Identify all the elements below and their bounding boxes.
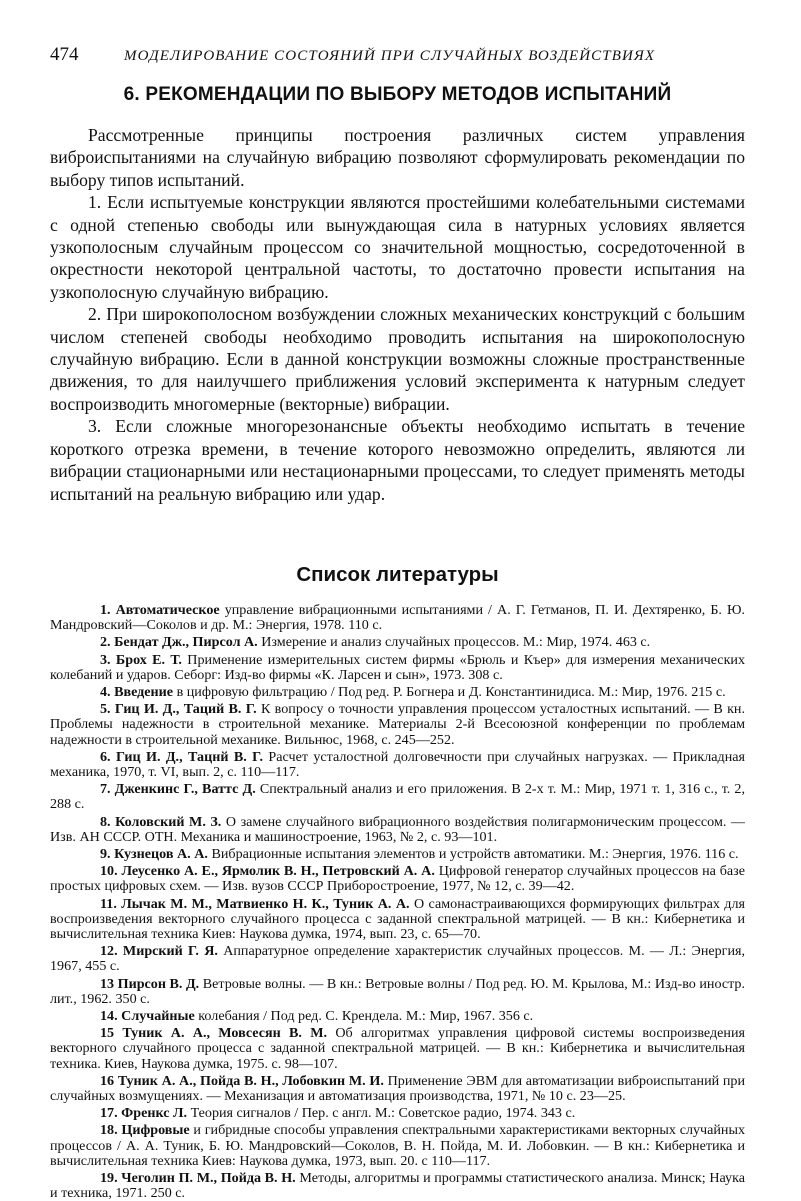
reference-lead: 12. Мирский Г. Я. bbox=[100, 943, 218, 960]
reference-item bbox=[50, 782, 745, 812]
reference-lead: 1. Автоматическое bbox=[100, 601, 220, 618]
reference-text: Вибрационные испытания элементов и устройств автоматики. М.: Энергия, 1976. 116 с. bbox=[207, 845, 739, 862]
paragraph-recommendation-3: 3. Если сложные многорезонансные объекты необходимо испытать в течение короткого отрезка времени, в течение которого невозможно определить, являются ли вибрации стационарными или нестационарными процессами, то следует применять методы испытаний на реальную вибрацию или удар. bbox=[50, 416, 745, 504]
paragraph-intro: Рассмотренные принципы построения различных систем управления виброиспытаниями на случайную вибрацию позволяют сформулировать рекомендации по выбору типов испытаний. bbox=[50, 125, 745, 190]
reference-lead: 13 Пирсон В. Д. bbox=[100, 975, 200, 992]
reference-text: Цифровой генератор случайных процессов на базе простых цифровых схем. — Изв. вузов СССР Приборостроение, 1977, № 12, с. 39—42. bbox=[50, 863, 745, 895]
reference-item bbox=[50, 603, 745, 633]
reference-lead: 18. Цифровые bbox=[100, 1122, 190, 1139]
reference-lead: 8. Коловский М. З. bbox=[100, 813, 222, 830]
page-number: 474 bbox=[50, 44, 79, 65]
section-title: 6. РЕКОМЕНДАЦИИ ПО ВЫБОРУ МЕТОДОВ ИСПЫТАНИЙ bbox=[123, 84, 672, 105]
reference-lead: 11. Лычак М. М., Матвиенко Н. К., Туник А. А. bbox=[100, 895, 410, 912]
reference-lead: 7. Дженкинс Г., Ваттс Д. bbox=[100, 781, 256, 798]
reference-text: Применение измерительных систем фирмы «Брюль и Къер» для измерения механических колебаний и ударов. Себорг: Изд-во фирмы «К. Ларсен и сын», 1973. 308 с. bbox=[50, 651, 745, 683]
reference-item bbox=[50, 1171, 745, 1201]
reference-item bbox=[50, 702, 745, 748]
reference-text: Измерение и анализ случайных процессов. М.: Мир, 1974. 463 с. bbox=[257, 634, 651, 651]
reference-lead: 17. Френкс Л. bbox=[100, 1105, 188, 1122]
reference-item bbox=[50, 635, 745, 650]
reference-text: Расчет усталостной долговечности при случайных нагрузках. — Прикладная механика, 1970, т. VI, вып. 2, с. 110—117. bbox=[50, 748, 745, 780]
reference-item bbox=[50, 815, 745, 845]
reference-lead: 4. Введение bbox=[100, 683, 174, 700]
running-header bbox=[50, 44, 745, 66]
reference-text: Спектральный анализ и его приложения. В 2-х т. М.: Мир, 1971 т. 1, 316 с., т. 2, 288 с. bbox=[50, 781, 745, 813]
reference-lead: 19. Чеголин П. М., Пойда В. Н. bbox=[100, 1170, 296, 1187]
reference-lead: 2. Бендат Дж., Пирсол А. bbox=[100, 634, 258, 651]
reference-text: и гибридные способы управления спектральными характеристиками векторных случайных процессов / А. А. Туник, Б. Ю. Мандровский—Соколов, В. Н. Пойда, М. И. Лобовкин. — В кн.: Кибернетика и вычислительная техника Киев: Наукова думка, 1973, вып. 20. с 110—117. bbox=[50, 1122, 745, 1169]
reference-item bbox=[50, 977, 745, 1007]
reference-text: Ветровые волны. — В кн.: Ветровые волны / Под ред. Ю. М. Крылова, М.: Изд-во иностр. лит., 1962. 350 с. bbox=[50, 975, 745, 1007]
reference-item bbox=[50, 1106, 745, 1121]
reference-text: управление вибрационными испытаниями / А. Г. Гетманов, П. И. Дехтяренко, Б. Ю. Мандровский—Соколов и др. М.: Энергия, 1978. 110 с. bbox=[50, 601, 745, 634]
reference-lead: 10. Леусенко А. Е., Ярмолик В. Н., Петровский А. А. bbox=[100, 863, 435, 880]
reference-lead: 9. Кузнецов А. А. bbox=[100, 845, 208, 862]
paragraph-recommendation-1: 1. Если испытуемые конструкции являются простейшими колебательными системами с одной степенью свободы или вынуждающая сила в натурных условиях является узкополосным случайным процессом со значительной мощностью, сосредоточенной в окрестности некоторой центральной частоты, то достаточно провести испытания на узкополосную случайную вибрацию. bbox=[50, 192, 745, 302]
reference-item bbox=[50, 1009, 745, 1024]
reference-item bbox=[50, 944, 745, 974]
reference-item bbox=[50, 653, 745, 683]
reference-item bbox=[50, 864, 745, 894]
reference-text: О замене случайного вибрационного воздействия полигармоническим процессом. — Изв. АН СССР. ОТН. Механика и машиностроение, 1963, № 2, с. 93—101. bbox=[50, 813, 746, 845]
reference-item bbox=[50, 1123, 745, 1169]
references-title: Список литературы bbox=[296, 562, 499, 586]
reference-text: колебания / Под ред. С. Крендела. М.: Мир, 1967. 356 с. bbox=[194, 1007, 534, 1024]
reference-item bbox=[50, 750, 745, 780]
reference-item bbox=[50, 847, 745, 862]
references-list bbox=[50, 603, 745, 1201]
reference-lead: 5. Гиц И. Д., Таций В. Г. bbox=[100, 701, 257, 718]
reference-text: О самонастраивающихся формирующих фильтрах для воспроизведения векторного случайного процесса с заданной спектральной матрицей. — В кн.: Кибернетика и вычислительная техника Киев: Наукова думка, 1974, вып. 23, с. 65—70. bbox=[50, 895, 745, 942]
reference-text: Теория сигналов / Пер. с англ. М.: Советское радио, 1974. 343 с. bbox=[187, 1105, 576, 1122]
reference-lead: 14. Случайные bbox=[100, 1007, 195, 1024]
reference-text: Методы, алгоритмы и программы статистического анализа. Минск; Наука и техника, 1971. 250 с. bbox=[50, 1170, 745, 1201]
reference-lead: 3. Брох Е. Т. bbox=[100, 651, 182, 668]
reference-text: Применение ЭВМ для автоматизации виброиспытаний при случайных возмущениях. — Механизация и автоматизация производства, 1971, № 10 с. 23—25. bbox=[50, 1072, 745, 1104]
reference-item bbox=[50, 685, 745, 700]
reference-lead: 15 Туник А. А., Мовсесян В. М. bbox=[100, 1025, 328, 1042]
reference-lead: 16 Туник А. А., Пойда В. Н., Лобовкин М. И. bbox=[100, 1072, 384, 1089]
reference-text: в цифровую фильтрацию / Под ред. Р. Богнера и Д. Константинидиса. М.: Мир, 1976. 215 с. bbox=[173, 683, 726, 700]
reference-text: Аппаратурное определение характеристик случайных процессов. М. — Л.: Энергия, 1967, 455 с. bbox=[50, 943, 745, 975]
reference-text: Об алгоритмах управления цифровой системы воспроизведения векторного случайного процесса с заданной спектральной матрицей. — В кн.: Кибернетика и вычислительная техника. Киев, Наукова думка, 1975. с. 98—107. bbox=[50, 1025, 745, 1072]
reference-text: К вопросу о точности управления процессом усталостных испытаний. — В кн. Проблемы надежности в строительной механике. Материалы 2-й Всесоюзной конференции по проблемам надежности в строительной механике. Вильнюс, 1968, с. 245—252. bbox=[50, 701, 745, 748]
paragraph-recommendation-2: 2. При широкополосном возбуждении сложных механических конструкций с большим числом степеней свободы необходимо проводить испытания на широкополосную случайную вибрацию. Если в данной конструкции возможны сложные пространственные движения, то для наилучшего приближения условий эксперимента к натурным следует воспроизводить многомерные (векторные) вибрации. bbox=[50, 304, 745, 414]
reference-item bbox=[50, 1026, 745, 1072]
running-title: МОДЕЛИРОВАНИЕ СОСТОЯНИЙ ПРИ СЛУЧАЙНЫХ ВОЗДЕЙСТВИЯХ bbox=[124, 48, 656, 64]
reference-lead: 6. Гиц И. Д., Тацнй В. Г. bbox=[100, 748, 264, 765]
reference-item bbox=[50, 897, 745, 943]
reference-item bbox=[50, 1074, 745, 1104]
